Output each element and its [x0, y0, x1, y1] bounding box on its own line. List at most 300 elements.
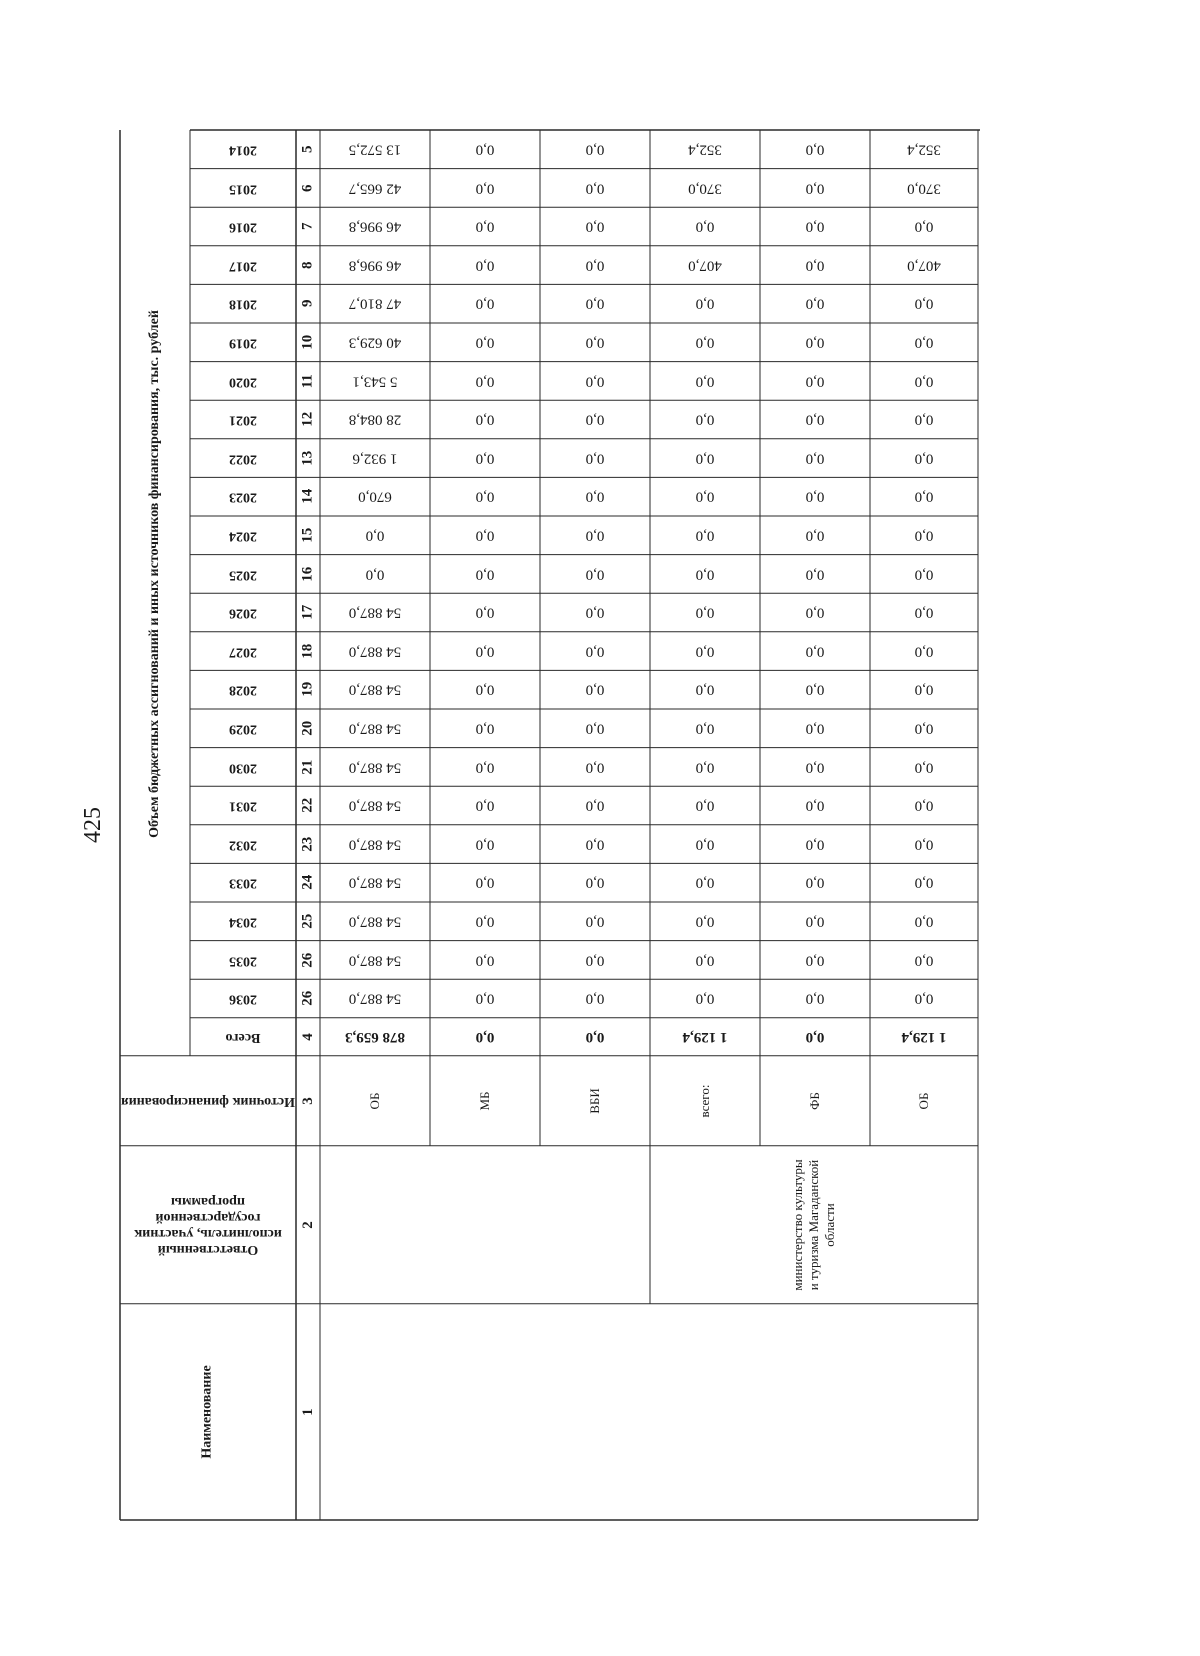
value-cell — [650, 207, 760, 246]
value-cell-text: 0,0 — [695, 759, 715, 776]
value-cell — [430, 400, 540, 439]
value-cell — [320, 825, 430, 864]
value-cell-text: 0,0 — [585, 682, 605, 699]
source-header-text: Источник финансирования — [121, 1093, 295, 1109]
value-cell — [650, 825, 760, 864]
value-cell — [540, 863, 650, 902]
value-cell — [650, 941, 760, 980]
value-cell — [320, 516, 430, 555]
value-cell — [320, 246, 430, 285]
year-header-2023 — [190, 477, 296, 516]
year-header-2015-text: 2015 — [229, 180, 257, 196]
value-cell — [650, 169, 760, 208]
participant-cell — [650, 1146, 978, 1304]
value-cell-text: 0,0 — [695, 604, 715, 621]
total-cell-text: 1 129,4 — [901, 1029, 947, 1046]
value-cell — [760, 130, 870, 169]
value-cell — [430, 902, 540, 941]
value-cell — [870, 477, 978, 516]
value-cell — [870, 979, 978, 1018]
value-cell — [430, 979, 540, 1018]
value-cell-text: 40 629,3 — [348, 334, 402, 351]
value-cell — [320, 979, 430, 1018]
value-cell — [540, 516, 650, 555]
value-cell — [540, 439, 650, 478]
value-cell-text: 0,0 — [475, 643, 495, 660]
column-number-8-text: 8 — [299, 261, 316, 269]
value-cell — [430, 941, 540, 980]
value-cell — [870, 246, 978, 285]
value-cell-text: 0,0 — [475, 720, 495, 737]
financing-table — [120, 130, 1020, 1520]
value-cell-text: 0,0 — [805, 296, 825, 313]
year-header-2034-text: 2034 — [229, 914, 257, 930]
value-cell — [650, 709, 760, 748]
value-cell — [430, 555, 540, 594]
value-cell — [760, 632, 870, 671]
value-cell — [430, 863, 540, 902]
value-cell — [650, 593, 760, 632]
value-cell — [540, 825, 650, 864]
value-cell-text: 0,0 — [695, 450, 715, 467]
value-cell — [540, 555, 650, 594]
value-cell — [760, 323, 870, 362]
value-cell — [650, 863, 760, 902]
participant-cell-text: министерство культуры и туризма Магаданской области — [790, 1159, 837, 1291]
value-cell-text: 0,0 — [914, 566, 934, 583]
value-cell — [540, 400, 650, 439]
total-cell-text: 1 129,4 — [682, 1029, 728, 1046]
column-number-3-text: 3 — [299, 1097, 316, 1105]
value-cell — [870, 169, 978, 208]
source-cell-text: всего: — [697, 1084, 712, 1118]
value-cell-text: 0,0 — [805, 373, 825, 390]
source-cell-text: ВБИ — [587, 1088, 602, 1114]
value-cell-text: 0,0 — [585, 836, 605, 853]
source-cell — [550, 1046, 640, 1156]
value-cell-text: 0,0 — [585, 527, 605, 544]
year-header-2022-text: 2022 — [229, 451, 257, 467]
year-header-2031-text: 2031 — [229, 798, 257, 814]
value-cell — [320, 555, 430, 594]
value-cell — [870, 632, 978, 671]
value-cell — [760, 207, 870, 246]
value-cell-text: 0,0 — [914, 875, 934, 892]
value-cell — [320, 709, 430, 748]
value-cell-text: 0,0 — [805, 913, 825, 930]
value-cell-text: 0,0 — [585, 720, 605, 737]
value-cell-text: 407,0 — [907, 257, 941, 274]
value-cell-text: 0,0 — [805, 141, 825, 158]
value-cell — [430, 709, 540, 748]
value-cell-text: 0,0 — [695, 489, 715, 506]
value-cell — [870, 902, 978, 941]
value-cell — [650, 555, 760, 594]
value-cell — [650, 748, 760, 787]
year-header-2017 — [190, 246, 296, 285]
value-cell-text: 0,0 — [914, 604, 934, 621]
value-cell — [540, 207, 650, 246]
year-header-2016 — [190, 207, 296, 246]
value-cell-text: 0,0 — [914, 759, 934, 776]
value-cell — [870, 439, 978, 478]
value-cell — [760, 516, 870, 555]
column-number-18-text: 18 — [299, 643, 316, 659]
column-number-22-text: 22 — [299, 797, 316, 813]
year-header-2031 — [190, 786, 296, 825]
value-cell-text: 47 810,7 — [348, 296, 402, 313]
value-cell — [870, 323, 978, 362]
column-number-12-text: 12 — [299, 411, 316, 427]
column-number-13-text: 13 — [299, 450, 316, 466]
value-cell — [540, 130, 650, 169]
value-cell-text: 0,0 — [914, 913, 934, 930]
value-cell — [760, 979, 870, 1018]
value-cell-text: 0,0 — [475, 527, 495, 544]
year-header-2034 — [190, 902, 296, 941]
total-header-text: Всего — [225, 1029, 261, 1045]
value-cell — [540, 786, 650, 825]
value-cell — [870, 362, 978, 401]
value-cell-text: 54 887,0 — [348, 759, 402, 776]
value-cell-text: 0,0 — [695, 643, 715, 660]
year-header-2018 — [190, 284, 296, 323]
total-cell-text: 0,0 — [805, 1029, 825, 1046]
value-cell-text: 0,0 — [585, 373, 605, 390]
value-cell-text: 0,0 — [475, 566, 495, 583]
value-cell — [760, 786, 870, 825]
value-cell — [760, 246, 870, 285]
value-cell-text: 0,0 — [805, 875, 825, 892]
value-cell-text: 0,0 — [805, 604, 825, 621]
value-cell — [870, 709, 978, 748]
year-header-2035-text: 2035 — [229, 952, 257, 968]
year-header-2026 — [190, 593, 296, 632]
value-cell-text: 54 887,0 — [348, 952, 402, 969]
column-number-19-text: 19 — [299, 682, 316, 698]
year-header-2014-text: 2014 — [229, 142, 257, 158]
value-cell — [430, 516, 540, 555]
value-cell-text: 0,0 — [475, 450, 495, 467]
column-number-2-text: 2 — [299, 1221, 316, 1229]
value-cell-text: 0,0 — [365, 527, 385, 544]
column-number-26-text: 26 — [299, 990, 316, 1006]
column-number-10-text: 10 — [299, 334, 316, 350]
value-cell — [760, 400, 870, 439]
value-cell — [540, 709, 650, 748]
value-cell — [320, 670, 430, 709]
value-cell-text: 42 665,7 — [348, 180, 402, 197]
value-cell — [870, 786, 978, 825]
value-cell-text: 0,0 — [475, 141, 495, 158]
value-cell-text: 0,0 — [585, 952, 605, 969]
source-cell-text: ОБ — [367, 1092, 382, 1110]
total-cell-text: 878 659,3 — [345, 1029, 405, 1046]
value-cell — [760, 477, 870, 516]
value-cell — [760, 748, 870, 787]
value-cell-text: 13 572,5 — [348, 141, 402, 158]
value-cell-text: 0,0 — [914, 218, 934, 235]
year-header-2023-text: 2023 — [229, 489, 257, 505]
value-cell-text: 0,0 — [585, 913, 605, 930]
value-cell-text: 54 887,0 — [348, 720, 402, 737]
year-header-2028 — [190, 670, 296, 709]
value-cell-text: 0,0 — [914, 836, 934, 853]
value-cell-text: 54 887,0 — [348, 990, 402, 1007]
year-header-2016-text: 2016 — [229, 219, 257, 235]
year-header-2019 — [190, 323, 296, 362]
value-cell-text: 0,0 — [695, 720, 715, 737]
value-cell — [870, 207, 978, 246]
value-cell-text: 0,0 — [695, 334, 715, 351]
value-cell — [650, 400, 760, 439]
year-header-2030 — [190, 748, 296, 787]
value-cell — [540, 979, 650, 1018]
value-cell-text: 0,0 — [695, 566, 715, 583]
column-number-23-text: 23 — [299, 836, 316, 852]
total-header — [190, 1018, 296, 1056]
value-cell-text: 0,0 — [695, 373, 715, 390]
value-cell-text: 0,0 — [695, 875, 715, 892]
value-cell — [540, 670, 650, 709]
year-header-2027-text: 2027 — [229, 644, 257, 660]
value-cell-text: 0,0 — [805, 720, 825, 737]
value-cell — [320, 941, 430, 980]
value-cell — [540, 477, 650, 516]
value-cell-text: 0,0 — [695, 218, 715, 235]
value-cell — [320, 284, 430, 323]
total-cell-text: 0,0 — [475, 1029, 495, 1046]
financing-volume-header — [120, 130, 190, 1018]
value-cell — [320, 400, 430, 439]
value-cell-text: 54 887,0 — [348, 836, 402, 853]
value-cell-text: 0,0 — [805, 952, 825, 969]
value-cell — [650, 786, 760, 825]
value-cell-text: 0,0 — [805, 489, 825, 506]
value-cell-text: 0,0 — [695, 913, 715, 930]
value-cell-text: 407,0 — [688, 257, 722, 274]
value-cell — [320, 169, 430, 208]
column-number-9-text: 9 — [299, 299, 316, 308]
value-cell — [650, 323, 760, 362]
value-cell — [320, 323, 430, 362]
value-cell — [540, 941, 650, 980]
year-header-2020 — [190, 362, 296, 401]
source-cell — [660, 1046, 750, 1156]
source-cell-text: ОБ — [916, 1092, 931, 1110]
year-header-2032 — [190, 825, 296, 864]
value-cell-text: 0,0 — [914, 489, 934, 506]
value-cell-text: 352,4 — [907, 141, 941, 158]
source-cell-text: МБ — [477, 1091, 492, 1111]
value-cell — [540, 593, 650, 632]
value-cell-text: 0,0 — [585, 990, 605, 1007]
value-cell — [870, 130, 978, 169]
value-cell-text: 0,0 — [475, 257, 495, 274]
value-cell-text: 46 996,8 — [348, 218, 402, 235]
value-cell — [760, 362, 870, 401]
value-cell-text: 1 932,6 — [352, 450, 398, 467]
name-header-text: Наименование — [200, 1365, 215, 1459]
value-cell-text: 0,0 — [805, 682, 825, 699]
value-cell — [320, 439, 430, 478]
value-cell — [430, 169, 540, 208]
value-cell — [430, 323, 540, 362]
value-cell-text: 0,0 — [475, 296, 495, 313]
year-header-2033-text: 2033 — [229, 875, 257, 891]
year-header-2025-text: 2025 — [229, 566, 257, 582]
source-cell — [330, 1046, 420, 1156]
value-cell-text: 0,0 — [475, 334, 495, 351]
value-cell — [430, 632, 540, 671]
value-cell-text: 0,0 — [805, 257, 825, 274]
column-number-20-text: 20 — [299, 720, 316, 736]
source-cell — [879, 1047, 969, 1155]
value-cell-text: 0,0 — [585, 759, 605, 776]
value-cell — [650, 670, 760, 709]
value-cell — [430, 207, 540, 246]
value-cell-text: 0,0 — [585, 450, 605, 467]
value-cell — [540, 748, 650, 787]
value-cell — [870, 516, 978, 555]
value-cell-text: 28 084,8 — [348, 411, 402, 428]
value-cell — [760, 593, 870, 632]
value-cell-text: 0,0 — [475, 218, 495, 235]
column-number-2 — [229, 1213, 387, 1237]
value-cell — [760, 941, 870, 980]
value-cell — [430, 670, 540, 709]
value-cell-text: 0,0 — [475, 180, 495, 197]
value-cell-text: 0,0 — [475, 875, 495, 892]
value-cell — [650, 439, 760, 478]
value-cell-text: 0,0 — [805, 759, 825, 776]
value-cell-text: 0,0 — [914, 373, 934, 390]
value-cell — [430, 593, 540, 632]
value-cell-text: 0,0 — [914, 334, 934, 351]
year-header-2021 — [190, 400, 296, 439]
column-number-21-text: 21 — [299, 759, 316, 775]
responsible-header-text: Ответственный исполнитель, участник государственной программы — [134, 1193, 282, 1257]
financing-volume-header-text: Объем бюджетных ассигнований и иных источников финансирования, тыс. рублей — [147, 310, 162, 838]
year-header-2022 — [190, 439, 296, 478]
value-cell — [320, 632, 430, 671]
value-cell — [320, 902, 430, 941]
column-number-17-text: 17 — [299, 604, 316, 620]
source-cell — [440, 1046, 530, 1156]
year-header-2026-text: 2026 — [229, 605, 257, 621]
value-cell-text: 0,0 — [475, 682, 495, 699]
value-cell — [760, 670, 870, 709]
value-cell-text: 0,0 — [475, 604, 495, 621]
total-cell-text: 0,0 — [585, 1029, 605, 1046]
value-cell-text: 0,0 — [805, 836, 825, 853]
value-cell-text: 352,4 — [688, 141, 722, 158]
value-cell-text: 0,0 — [585, 566, 605, 583]
value-cell — [430, 786, 540, 825]
value-cell — [320, 748, 430, 787]
value-cell — [760, 169, 870, 208]
year-header-2029 — [190, 709, 296, 748]
value-cell — [870, 825, 978, 864]
column-number-11-text: 11 — [299, 373, 316, 388]
value-cell — [320, 863, 430, 902]
value-cell-text: 0,0 — [475, 489, 495, 506]
year-header-2036 — [190, 979, 296, 1018]
value-cell — [320, 130, 430, 169]
value-cell — [320, 477, 430, 516]
value-cell-text: 0,0 — [695, 836, 715, 853]
value-cell — [870, 555, 978, 594]
value-cell — [430, 825, 540, 864]
value-cell-text: 0,0 — [695, 952, 715, 969]
value-cell — [870, 748, 978, 787]
value-cell — [650, 362, 760, 401]
value-cell-text: 0,0 — [914, 450, 934, 467]
value-cell-text: 0,0 — [695, 411, 715, 428]
year-header-2018-text: 2018 — [229, 296, 257, 312]
year-header-2020-text: 2020 — [229, 373, 257, 389]
value-cell-text: 0,0 — [585, 643, 605, 660]
value-cell — [320, 207, 430, 246]
source-cell-text: ФБ — [807, 1091, 822, 1110]
year-header-2033 — [190, 863, 296, 902]
year-header-2019-text: 2019 — [229, 335, 257, 351]
year-header-2028-text: 2028 — [229, 682, 257, 698]
value-cell-text: 0,0 — [805, 990, 825, 1007]
year-header-2035 — [190, 941, 296, 980]
value-cell — [540, 362, 650, 401]
value-cell-text: 0,0 — [805, 566, 825, 583]
column-number-7-text: 7 — [299, 222, 316, 231]
value-cell — [430, 477, 540, 516]
value-cell-text: 0,0 — [805, 643, 825, 660]
value-cell — [320, 362, 430, 401]
source-cell — [770, 1046, 860, 1156]
value-cell-text: 0,0 — [475, 836, 495, 853]
value-cell-text: 5 543,1 — [352, 373, 398, 390]
year-header-2030-text: 2030 — [229, 759, 257, 775]
value-cell-text: 0,0 — [475, 759, 495, 776]
value-cell — [540, 169, 650, 208]
column-number-15-text: 15 — [299, 527, 316, 543]
value-cell-text: 0,0 — [914, 797, 934, 814]
value-cell-text: 0,0 — [695, 296, 715, 313]
year-header-2036-text: 2036 — [229, 991, 257, 1007]
year-header-2014 — [190, 130, 296, 169]
value-cell — [760, 863, 870, 902]
value-cell-text: 0,0 — [585, 257, 605, 274]
value-cell-text: 0,0 — [585, 141, 605, 158]
column-number-26-text: 26 — [299, 952, 316, 968]
value-cell — [650, 902, 760, 941]
value-cell — [760, 825, 870, 864]
value-cell — [650, 632, 760, 671]
value-cell — [760, 439, 870, 478]
value-cell-text: 670,0 — [358, 489, 392, 506]
value-cell-text: 0,0 — [695, 990, 715, 1007]
column-number-6-text: 6 — [299, 184, 316, 192]
value-cell-text: 0,0 — [805, 527, 825, 544]
column-number-24-text: 24 — [299, 875, 316, 891]
value-cell-text: 0,0 — [365, 566, 385, 583]
value-cell — [650, 516, 760, 555]
column-number-1-text: 1 — [299, 1408, 316, 1416]
value-cell — [430, 284, 540, 323]
value-cell-text: 0,0 — [585, 797, 605, 814]
value-cell — [540, 632, 650, 671]
value-cell — [870, 400, 978, 439]
page-number: 425 — [80, 807, 106, 843]
